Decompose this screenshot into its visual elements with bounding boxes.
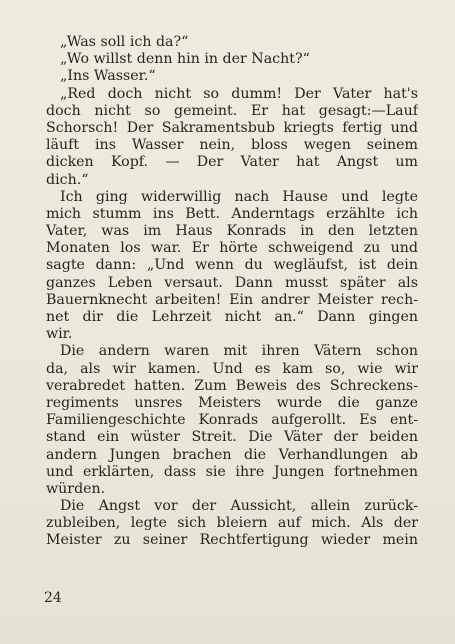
page-number: 24 — [44, 590, 62, 606]
text-line: „Wo willst denn hin in der Nacht?“ — [60, 51, 310, 68]
text-line: Ich ging widerwillig nach Hause und legte — [60, 188, 418, 205]
text-line: Meister zu seiner Rechtfertigung wieder mein — [46, 532, 418, 549]
text-line: Die Angst vor der Aussicht, allein zurück- — [60, 498, 418, 515]
text-line: läuft ins Wasser nein, bloss wegen seinem — [46, 137, 418, 154]
text-line: und erklärten, dass sie ihre Jungen fortnehmen — [46, 463, 418, 480]
text-line: „Was soll ich da?“ — [60, 34, 189, 50]
text-line: zubleiben, legte sich bleiern auf mich. Als der — [46, 515, 418, 532]
text-line: net dir die Lehrzeit nicht an.“ Dann gingen — [46, 309, 418, 325]
text-line: Die andern waren mit ihren Vätern schon — [60, 343, 418, 360]
text-line: wir. — [46, 326, 73, 343]
text-line: da, als wir kamen. Und es kam so, wie wir — [46, 360, 418, 377]
text-line: stand ein wüster Streit. Die Väter der beiden — [46, 429, 418, 446]
text-line: sagte dann: „Und wenn du wegläufst, ist dein — [46, 257, 418, 274]
text-line: Schorsch! Der Sakramentsbub kriegts fertig und — [46, 119, 418, 136]
text-line: Bauernknecht arbeiten! Ein andrer Meister rech- — [46, 291, 418, 308]
text-line: Familiengeschichte Konrads aufgerollt. Es ent- — [46, 412, 418, 429]
text-line: andern Jungen brachen die Verhandlungen ab — [46, 446, 418, 463]
text-line: mich stumm ins Bett. Anderntags erzählte ich — [46, 205, 418, 222]
text-line: dich.“ — [46, 171, 89, 188]
text-line: „Red doch nicht so dumm! Der Vater hat's — [60, 85, 418, 102]
text-line: verabredet hatten. Zum Beweis des Schreckens- — [46, 377, 418, 394]
text-line: dicken Kopf. — Der Vater hat Angst um — [46, 154, 418, 171]
body-text — [46, 34, 418, 550]
text-line: „Ins Wasser.“ — [60, 68, 156, 85]
text-line: ganzes Leben versaut. Dann musst später als — [46, 274, 418, 291]
text-line: Vater, was im Haus Konrads in den letzten — [46, 223, 418, 240]
text-line: würden. — [46, 480, 106, 497]
text-line: doch nicht so gemeint. Er hat gesagt:—Lauf — [46, 102, 418, 119]
text-line: regiments unsres Meisters wurde die ganze — [46, 394, 418, 411]
text-line: Monaten los war. Er hörte schweigend zu und — [46, 240, 418, 257]
